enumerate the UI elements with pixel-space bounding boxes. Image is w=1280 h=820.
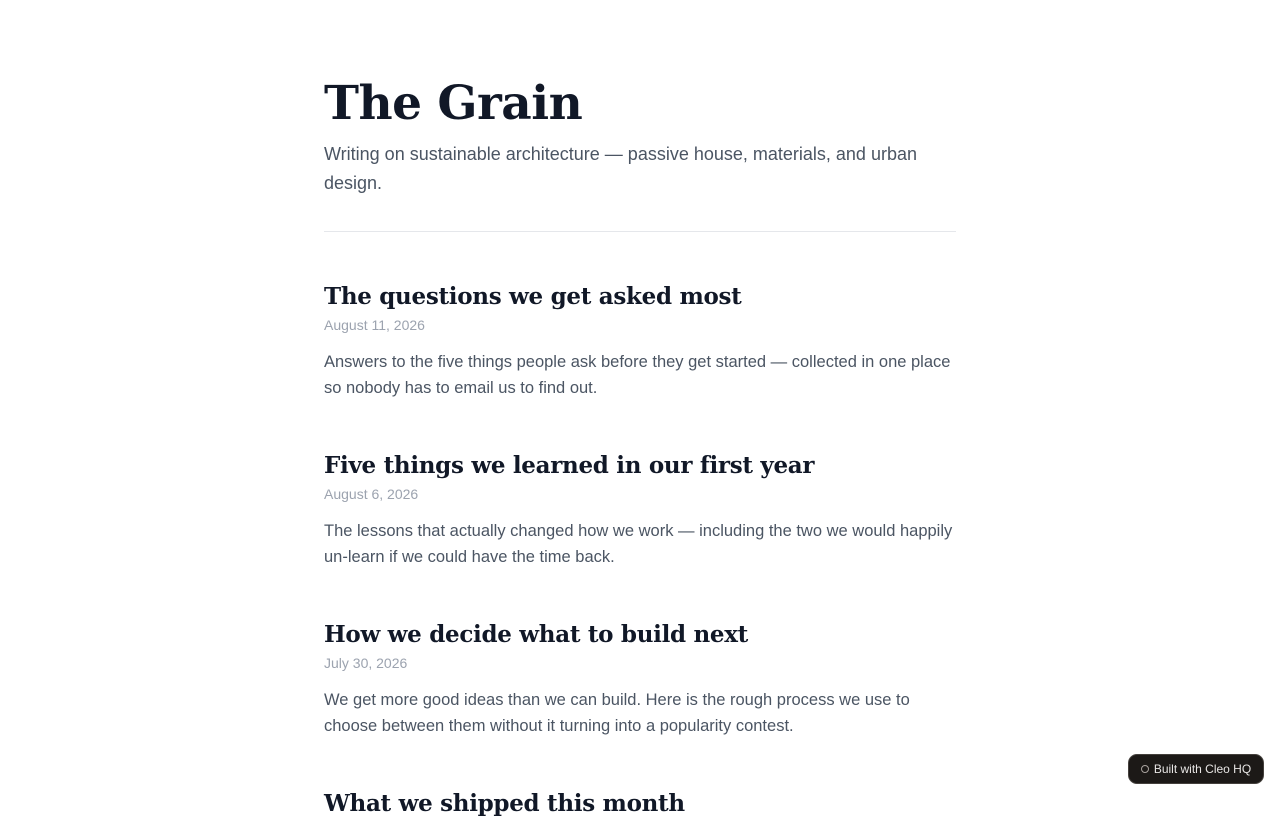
post-item (324, 788, 956, 820)
post-item (324, 281, 956, 401)
post-excerpt: Answers to the five things people ask before they get started — collected in one place so nobody has to email us to find out. (324, 353, 951, 397)
post-title-link[interactable]: What we shipped this month (324, 790, 685, 817)
post-date: August 6, 2026 (324, 486, 419, 502)
post-title-link[interactable]: The questions we get asked most (324, 283, 742, 310)
post-item (324, 619, 956, 739)
post-excerpt: We get more good ideas than we can build. Here is the rough process we use to choose between them without it turning into a popularity contest. (324, 691, 910, 735)
post-excerpt: The lessons that actually changed how we work — including the two we would happily un-learn if we could have the time back. (324, 522, 953, 566)
post-date: July 30, 2026 (324, 655, 408, 671)
site-tagline: Writing on sustainable architecture — passive house, materials, and urban design. (324, 144, 917, 193)
post-item (324, 450, 956, 570)
site-title: The Grain (324, 76, 583, 131)
post-title-link[interactable]: How we decide what to build next (324, 621, 748, 648)
post-date: August 11, 2026 (324, 317, 425, 333)
built-with-badge[interactable] (1128, 754, 1264, 784)
circle-icon (1141, 765, 1149, 773)
badge-label: Built with Cleo HQ (1153, 762, 1252, 776)
header-divider (324, 231, 956, 232)
post-title-link[interactable]: Five things we learned in our first year (324, 452, 815, 479)
